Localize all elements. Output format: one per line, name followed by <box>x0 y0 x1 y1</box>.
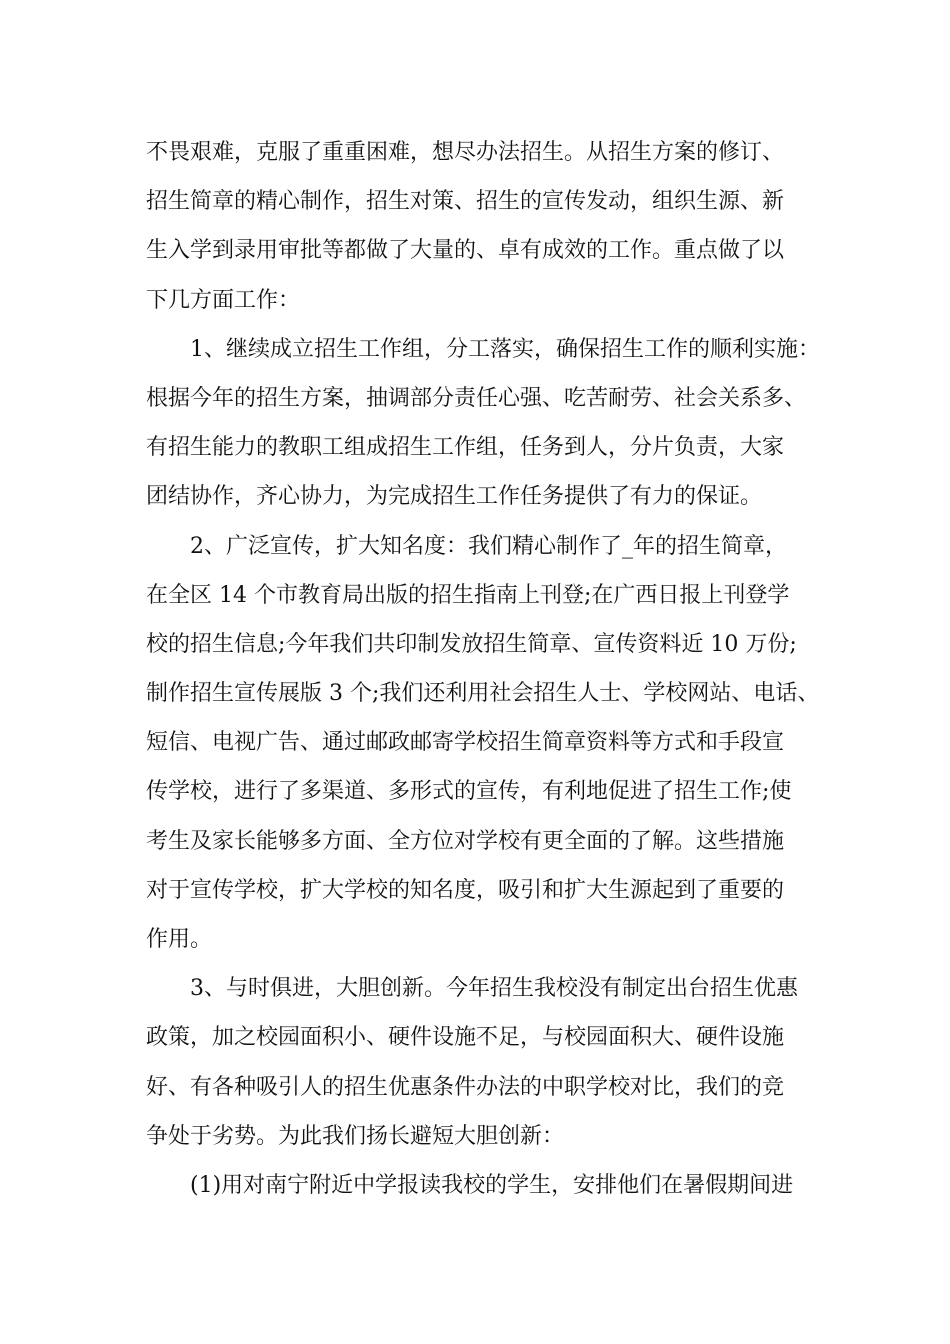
text-line: 对于宣传学校，扩大学校的知名度，吸引和扩大生源起到了重要的 <box>146 877 785 903</box>
text-line: 在全区 14 个市教育局出版的招生指南上刊登;在广西日报上刊登学 <box>146 582 790 608</box>
text-line: 根据今年的招生方案，抽调部分责任心强、吃苦耐劳、社会关系多、 <box>146 385 807 411</box>
text-line: 好、有各种吸引人的招生优惠条件办法的中职学校对比，我们的竞 <box>146 1074 785 1100</box>
text-line: 生入学到录用审批等都做了大量的、卓有成效的工作。重点做了以 <box>146 238 785 264</box>
text-line: 制作招生宣传展版 3 个;我们还利用社会招生人士、学校网站、电话、 <box>146 681 820 707</box>
text-line: 1、继续成立招生工作组，分工落实，确保招生工作的顺利实施： <box>190 336 820 362</box>
text-line: 政策，加之校园面积小、硬件设施不足，与校园面积大、硬件设施 <box>146 1025 785 1051</box>
text-line: 2、广泛宣传，扩大知名度：我们精心制作了_年的招生简章， <box>190 533 787 559</box>
text-line: 传学校，进行了多渠道、多形式的宣传，有利地促进了招生工作;使 <box>146 779 792 805</box>
text-line: 有招生能力的教职工组成招生工作组，任务到人，分片负责，大家 <box>146 435 785 461</box>
text-line: (1)用对南宁附近中学报读我校的学生，安排他们在暑假期间进 <box>190 1172 794 1198</box>
text-line: 考生及家长能够多方面、全方位对学校有更全面的了解。这些措施 <box>146 828 785 854</box>
text-line: 不畏艰难，克服了重重困难，想尽办法招生。从招生方案的修订、 <box>146 140 785 165</box>
text-line: 招生简章的精心制作，招生对策、招生的宣传发动，组织生源、新 <box>146 189 785 215</box>
document-body <box>146 128 826 1210</box>
text-line: 作用。 <box>146 927 213 952</box>
text-line: 校的招生信息;今年我们共印制发放招生简章、宣传资料近 10 万份; <box>146 631 797 657</box>
text-line: 争处于劣势。为此我们扬长避短大胆创新： <box>146 1123 565 1149</box>
text-line: 下几方面工作： <box>146 287 301 313</box>
text-line: 短信、电视广告、通过邮政邮寄学校招生简章资料等方式和手段宣 <box>146 730 785 756</box>
text-line: 3、与时俱进，大胆创新。今年招生我校没有制定出台招生优惠 <box>190 976 798 1002</box>
text-line: 团结协作，齐心协力，为完成招生工作任务提供了有力的保证。 <box>146 484 763 510</box>
